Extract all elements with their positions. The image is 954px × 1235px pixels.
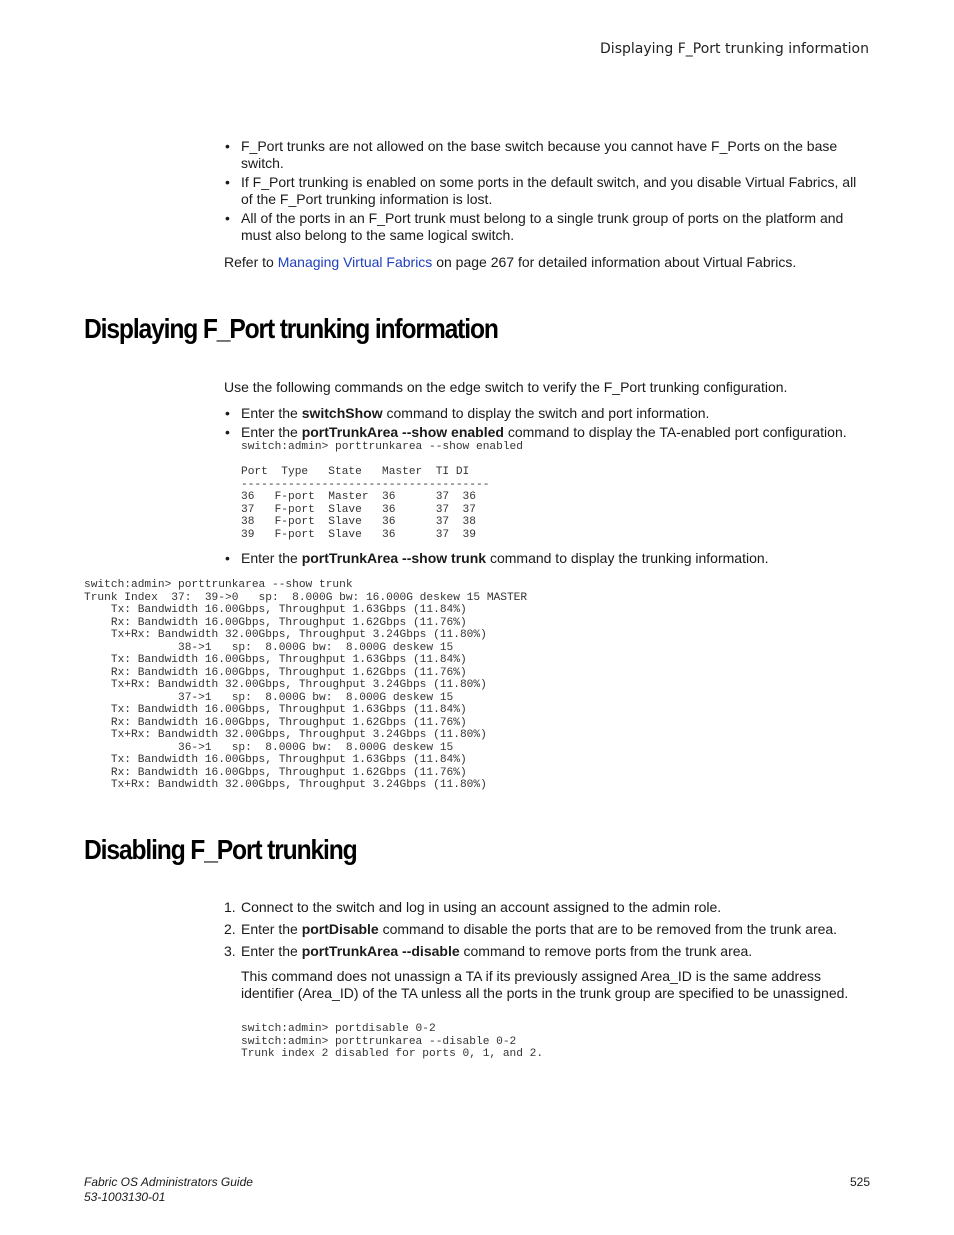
section1-bullet-list [224,405,864,443]
text: command to disable the ports that are to be removed from the trunk area. [378,921,838,937]
text: command to display the TA-enabled port configuration. [503,424,847,440]
page-number: 525 [849,1175,870,1189]
section-heading-displaying: Displaying F_Port trunking information [84,313,498,344]
list-item [224,921,864,938]
list-item: • F_Port trunks are not allowed on the base switch because you cannot have F_Ports on the base switch. [224,138,864,172]
intro-bullet-list [224,138,864,246]
footer-left [84,1175,253,1205]
doc-number: 53-1003130-01 [84,1190,166,1204]
section-heading-disabling: Disabling F_Port trunking [84,834,357,865]
text: Enter the [241,550,302,566]
step-number: 1. [224,899,236,915]
section1-intro: Use the following commands on the edge switch to verify the F_Port trunking configuration. [224,379,788,395]
text: Enter the [241,921,302,937]
step-number: 3. [224,943,236,959]
text: command to display the switch and port information. [382,405,710,421]
guide-title: Fabric OS Administrators Guide [84,1175,253,1189]
text: Enter the [241,405,302,421]
command-name: switchShow [301,405,383,421]
refer-prefix: Refer to [224,254,278,270]
list-item [224,424,864,441]
text: Connect to the switch and log in using an account assigned to the admin role. [241,899,722,915]
code-block-disable: switch:admin> portdisable 0-2 switch:admin> porttrunkarea --disable 0-2 Trunk index 2 disabled for ports 0, 1, and 2. [241,1023,544,1060]
section1-bullet-list-2 [224,550,864,569]
command-name: portTrunkArea --disable [301,943,460,959]
step-number: 2. [224,921,236,937]
list-item [224,405,864,422]
managing-virtual-fabrics-link[interactable]: Managing Virtual Fabrics [277,254,433,270]
refer-suffix: on page 267 for detailed information about Virtual Fabrics. [432,254,797,270]
text: Enter the [241,943,302,959]
section2-step-list [224,899,864,965]
list-item: • If F_Port trunking is enabled on some ports in the default switch, and you disable Virtual Fabrics, all of the F_Port trunking information is lost. [224,174,864,208]
code-block-show-enabled: switch:admin> porttrunkarea --show enabled Port Type State Master TI DI ------------------------------------- 36 F-port Master 36 37 36 37 F-port Slave 36 37 37 38 F-port Slave 36 37 38 39 F-port Slave 36 37 39 [241,441,523,541]
text: command to display the trunking information. [486,550,769,566]
text: command to remove ports from the trunk area. [459,943,753,959]
list-item [224,943,864,960]
code-block-show-trunk: switch:admin> porttrunkarea --show trunk Trunk Index 37: 39->0 sp: 8.000G bw: 16.000G deskew 15 MASTER Tx: Bandwidth 16.00Gbps, Throughput 1.63Gbps (11.84%) Rx: Bandwidth 16.00Gbps, Throughput 1.62Gbps (11.76%) Tx+Rx: Bandwidth 32.00Gbps, Throughput 3.24Gbps (11.80%) 38->1 sp: 8.000G bw: 8.000G deskew 15 Tx: Bandwidth 16.00Gbps, Throughput 1.63Gbps (11.84%) Rx: Bandwidth 16.00Gbps, Throughput 1.62Gbps (11.76%) Tx+Rx: Bandwidth 32.00Gbps, Throughput 3.24Gbps (11.80%) 37->1 sp: 8.000G bw: 8.000G deskew 15 Tx: Bandwidth 16.00Gbps, Throughput 1.63Gbps (11.84%) Rx: Bandwidth 16.00Gbps, Throughput 1.62Gbps (11.76%) Tx+Rx: Bandwidth 32.00Gbps, Throughput 3.24Gbps (11.80%) 36->1 sp: 8.000G bw: 8.000G deskew 15 Tx: Bandwidth 16.00Gbps, Throughput 1.63Gbps (11.84%) Rx: Bandwidth 16.00Gbps, Throughput 1.62Gbps (11.76%) Tx+Rx: Bandwidth 32.00Gbps, Throughput 3.24Gbps (11.80%) [84,579,528,791]
list-item [224,550,864,567]
command-name: portDisable [301,921,379,937]
list-item: • All of the ports in an F_Port trunk must belong to a single trunk group of ports on the platform and must also belong to the same logical switch. [224,210,864,244]
text: Enter the [241,424,302,440]
refer-paragraph [224,254,864,271]
command-name: portTrunkArea --show trunk [301,550,487,566]
running-header: Displaying F_Port trunking information [600,41,869,57]
disable-note: This command does not unassign a TA if its previously assigned Area_ID is the same address identifier (Area_ID) of the TA unless all the ports in the trunk group are specified to be unassigned. [241,968,849,1001]
command-name: portTrunkArea --show enabled [301,424,504,440]
list-item [224,899,864,916]
